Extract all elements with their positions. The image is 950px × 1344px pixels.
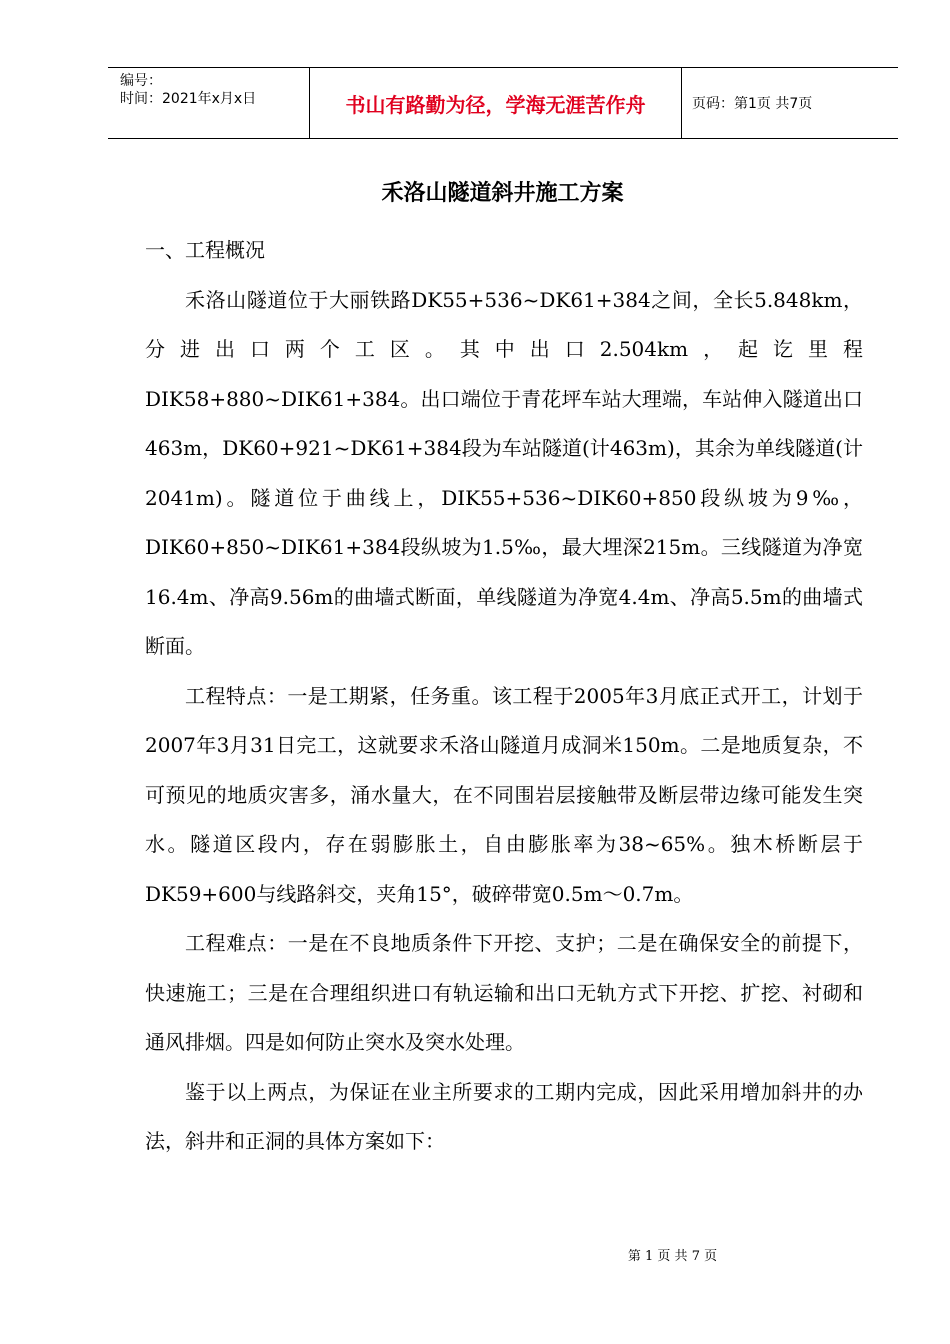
time-label: 时间：2021年x月x日 [120,91,257,107]
number-label: 编号： [120,73,162,89]
section-heading: 一、工程概况 [145,238,265,262]
paragraph-conclusion: 鉴于以上两点，为保证在业主所要求的工期内完成，因此采用增加斜井的办法，斜井和正洞的具体方案如下： [145,1079,863,1153]
paragraph-overview: 禾洛山隧道位于大丽铁路DK55+536~DK61+384之间，全长5.848km，分进出口两个工区。其中出口2.504km，起讫里程DIK58+880~DIK61+384。出口端位于青花坪车站大理端，车站伸入隧道出口463m，DK60+921~DK61+384段为车站隧道(计463m)，其余为单线隧道(计2041m)。隧道位于曲线上，DIK55+536~DIK60+850段纵坡为9‰，DIK60+850~DIK61+384段纵坡为1.5‰，最大埋深215m。三线隧道为净宽16.4m、净高9.56m的曲墙式断面，单线隧道为净宽4.4m、净高5.5m的曲墙式断面。 [145,287,863,658]
page-footer: 第 1 页 共 7 页 [627,1249,718,1264]
motto: 书山有路勤为径，学海无涯苦作舟 [310,68,682,138]
document-body [145,226,863,1167]
paragraph-difficulties: 工程难点：一是在不良地质条件下开挖、支护；二是在确保安全的前提下，快速施工；三是在合理组织进口有轨运输和出口无轨方式下开挖、扩挖、衬砌和通风排烟。四是如何防止突水及突水处理。 [145,931,863,1054]
document-title: 禾洛山隧道斜井施工方案 [381,180,624,206]
page-info: 页码：第1页 共7页 [692,96,813,112]
paragraph-features: 工程特点：一是工期紧，任务重。该工程于2005年3月底正式开工，计划于2007年3月31日完工，这就要求禾洛山隧道月成洞米150m。二是地质复杂，不可预见的地质灾害多，涌水量大，在不同围岩层接触带及断层带边缘可能发生突水。隧道区段内，存在弱膨胀土，自由膨胀率为38~65%。独木桥断层于DK59+600与线路斜交，夹角15°，破碎带宽0.5m～0.7m。 [145,683,863,906]
header-table [108,67,898,139]
header-meta-cell [108,68,310,138]
